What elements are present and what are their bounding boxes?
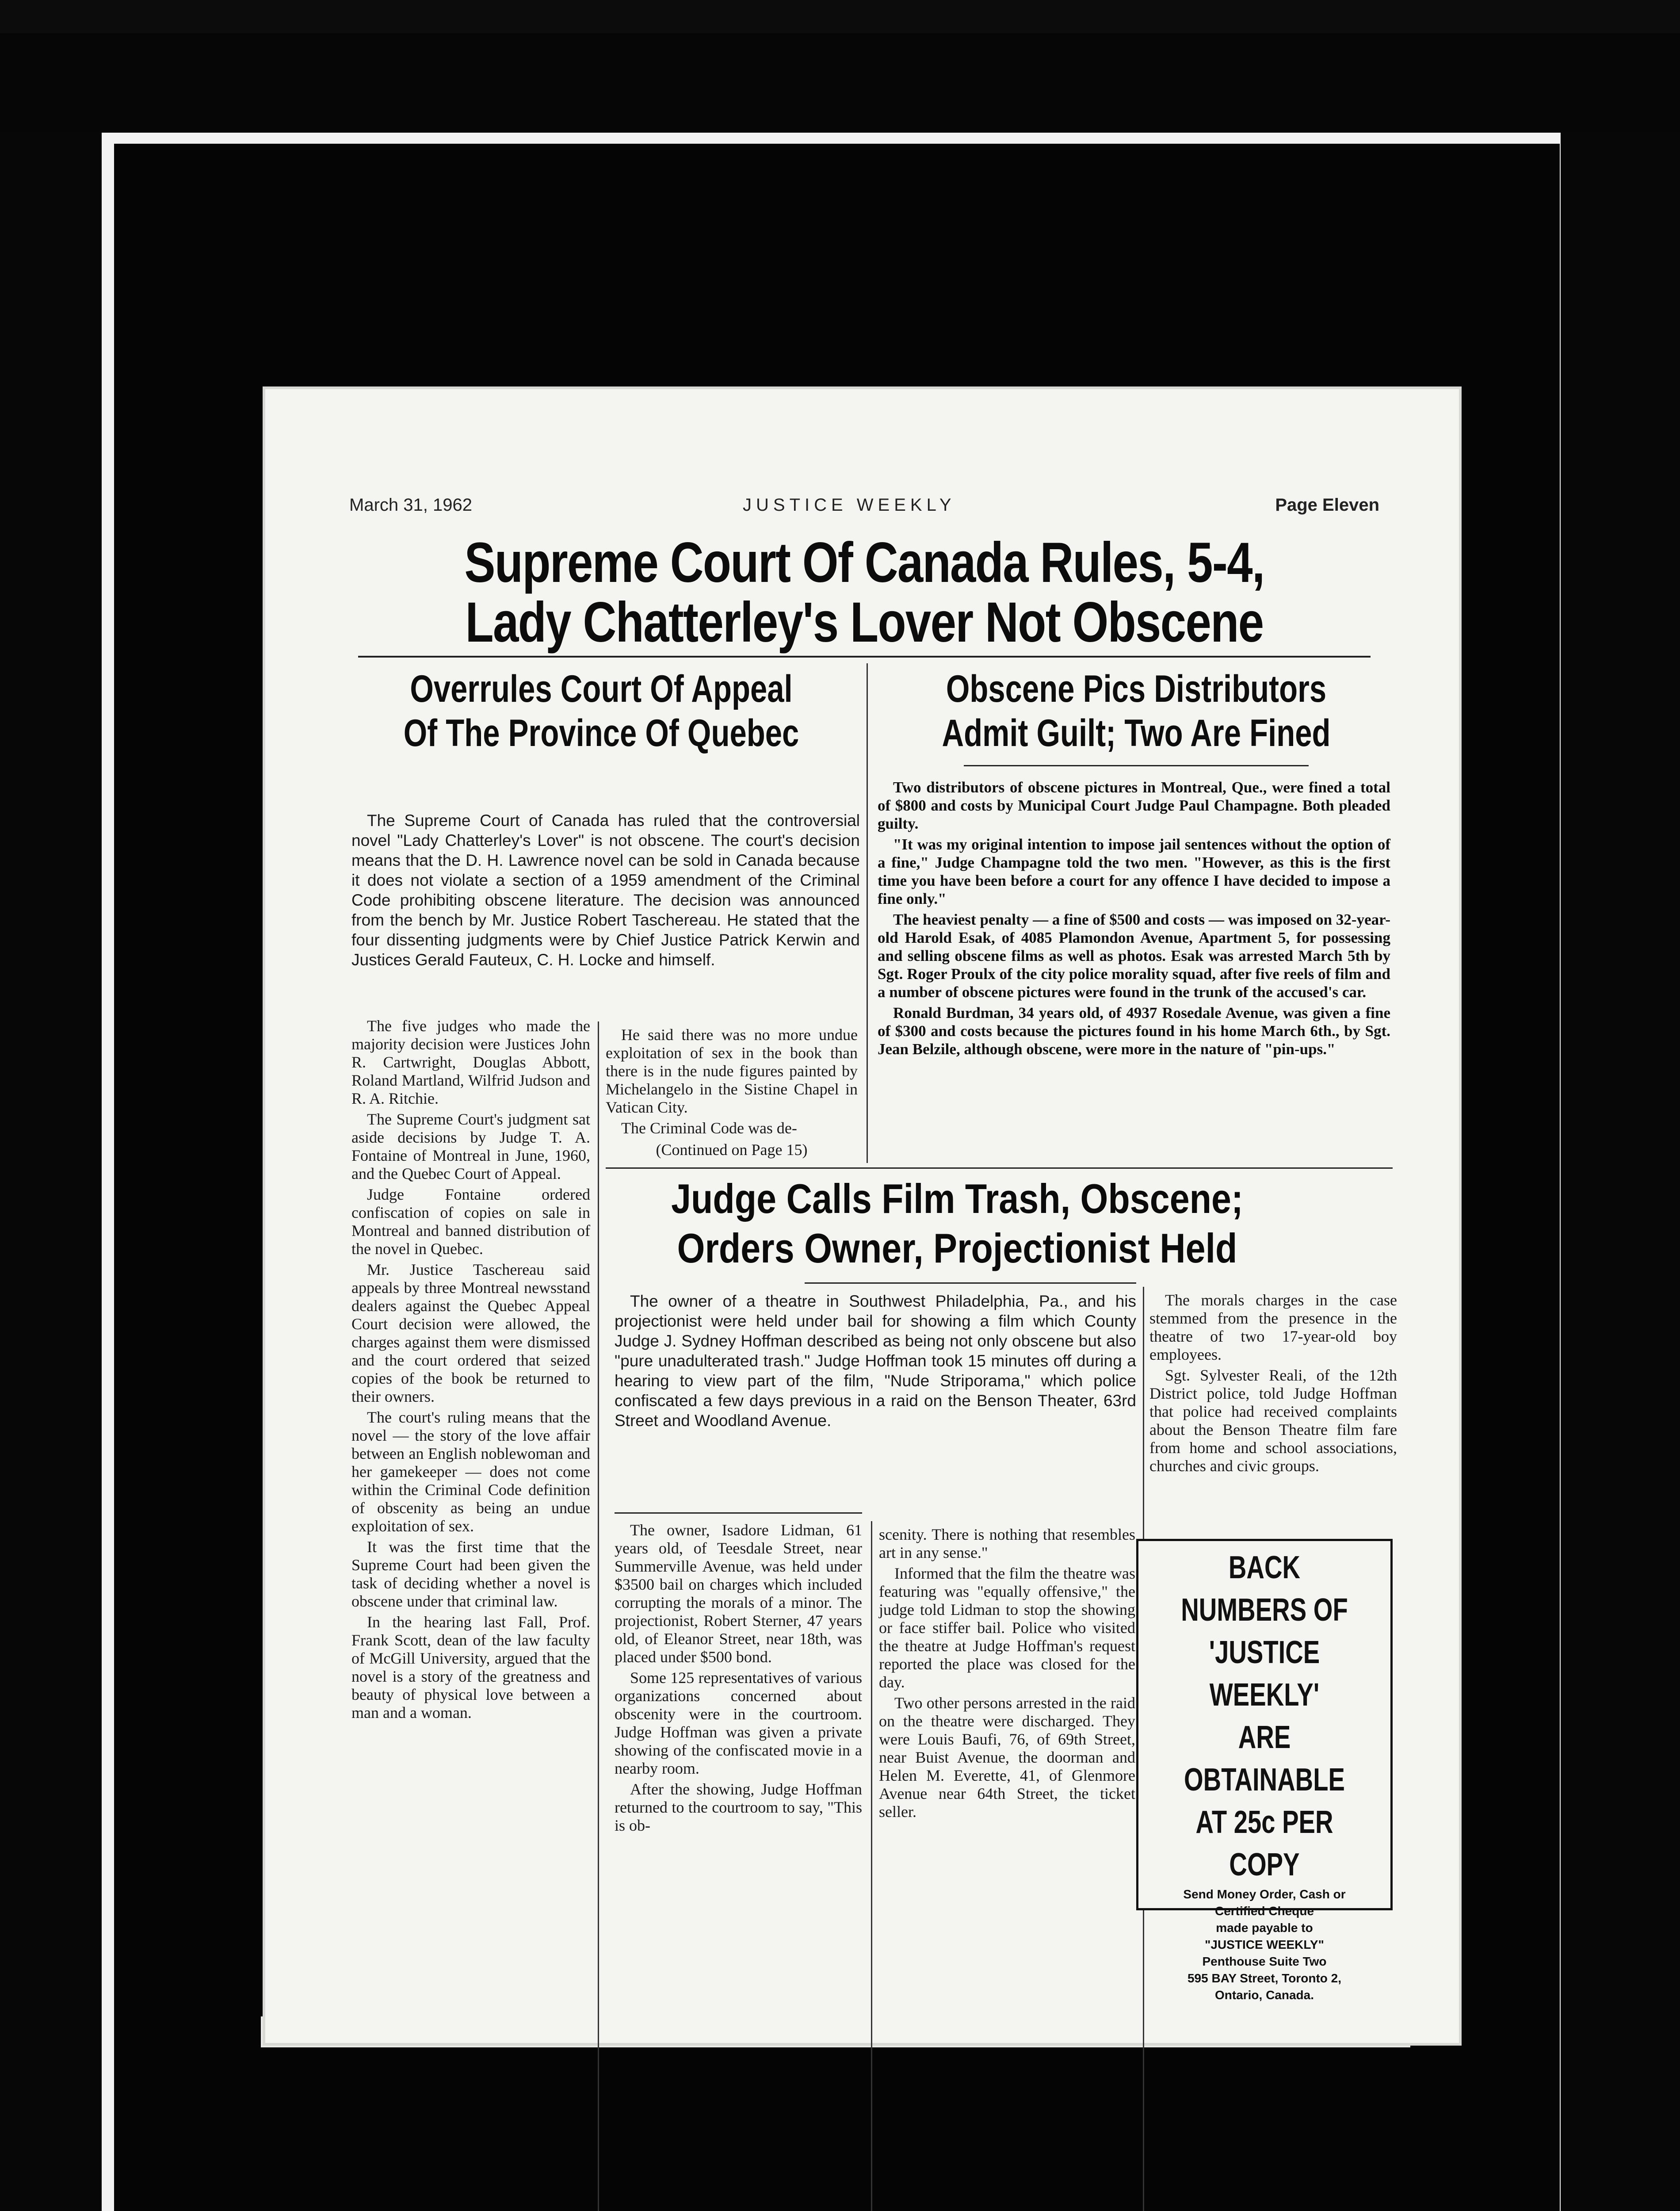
story3-head-rule xyxy=(805,1282,1136,1284)
ad-small-3: made payable to xyxy=(1216,1921,1313,1935)
story2-body xyxy=(878,778,1390,1061)
story1-c1-p3: Judge Fontaine ordered confiscation of copies on sale in Montreal and banned distribution of the novel in Quebec. xyxy=(351,1186,590,1258)
story3-b-p3: Two other persons arrested in the raid on the theatre were discharged. They were Louis Baufi, 76, of 69th Street, near Buist Avenue, the doorman and Helen M. Everette, 41, of Glenmore Avenue near 64th Street, the ticket seller. xyxy=(879,1694,1135,1821)
story3-right-p2: Sgt. Sylvester Reali, of the 12th District police, told Judge Hoffman that police had received complaints about the Benson Theatre film fare from home and school associations, churches and civic groups. xyxy=(1149,1366,1397,1475)
story2-p2: "It was my original intention to impose jail sentences without the option of a fine," Judge Champagne told the two men. "However, as this is the first time you have been before a court for any offence I have decided to impose a fine only." xyxy=(878,836,1390,907)
ad-small-6: 595 BAY Street, Toronto 2, xyxy=(1187,1971,1342,1985)
story3-head-line-1: Judge Calls Film Trash, Obscene; xyxy=(671,1175,1243,1222)
film-border-top xyxy=(0,33,1680,133)
headline-line-2: Lady Chatterley's Lover Not Obscene xyxy=(465,591,1264,654)
story3-b-p2: Informed that the film the theatre was featuring was "equally offensive," the judge told Lidman to stop the showing or face stiffer bail. Police who visited the theatre at Judge Hoffman's request reported the place was closed for the day. xyxy=(879,1565,1135,1691)
story2-subhead-rule xyxy=(964,765,1309,766)
story3-lead-paragraph: The owner of a theatre in Southwest Philadelphia, Pa., and his projectionist were held under bail for showing a film which County Judge J. Sydney Hoffman described as being not only obscene but also "pure unadulterated trash." Judge Hoffman took 15 minutes off during a hearing to view part of the film, "Nude Striporama," which police confiscated a few days previous in a raid on the Benson Theater, 63rd Street and Woodland Avenue. xyxy=(615,1292,1136,1430)
ad-small-7: Ontario, Canada. xyxy=(1214,1988,1314,2002)
story1-c1-p5: The court's ruling means that the novel — the story of the love affair between an English noblewoman and her gamekeeper — does not come within the Criminal Code definition of obscenity as being an undue exploitation of sex. xyxy=(351,1408,590,1535)
ad-small-4: "JUSTICE WEEKLY" xyxy=(1205,1938,1324,1951)
masthead xyxy=(349,495,1379,522)
story1-c1-p2: The Supreme Court's judgment sat aside decisions by Judge T. A. Fontaine of Montreal in June, 1960, and the Quebec Court of Appeal. xyxy=(351,1110,590,1182)
story2-subhead-line-2: Admit Guilt; Two Are Fined xyxy=(942,712,1331,754)
story3-headline xyxy=(575,1174,1340,1273)
story1-lead-paragraph: The Supreme Court of Canada has ruled that the controversial novel "Lady Chatterley's Lover" is not obscene. The court's decision means that the D. H. Lawrence novel can be sold in Canada because it does not violate a section of a 1959 amendment of the Criminal Code prohibiting obscene literature. The decision was announced from the bench by Mr. Justice Robert Taschereau. He stated that the four dissenting judgments were by Chief Justice Patrick Kerwin and Justices Gerald Fauteux, C. H. Locke and himself. xyxy=(351,811,860,969)
film-top-strip xyxy=(0,0,1680,33)
film-border-right xyxy=(1561,133,1680,2211)
story3-head-line-2: Orders Owner, Projectionist Held xyxy=(677,1225,1237,1271)
story2-subhead-line-1: Obscene Pics Distributors xyxy=(946,668,1327,710)
ad-small-2: Certified Cheque xyxy=(1214,1904,1314,1918)
story3-column-b xyxy=(879,1526,1135,1824)
story3-a-p3: After the showing, Judge Hoffman returned to the courtroom to say, "This is ob- xyxy=(615,1780,862,1834)
story2-bottom-rule xyxy=(606,1167,1393,1169)
headline-rule xyxy=(358,656,1371,658)
story3-lead xyxy=(615,1291,1136,1433)
story1-subhead xyxy=(382,667,821,755)
film-border-left xyxy=(0,133,102,2211)
story2-p4: Ronald Burdman, 34 years old, of 4937 Rosedale Avenue, was given a fine of $300 and costs because the pictures found in his home March 6th., by Sgt. Jean Belzile, although obscene, were more in the nature of "pin-ups." xyxy=(878,1004,1390,1058)
ad-small-5: Penthouse Suite Two xyxy=(1202,1955,1327,1968)
story3-right-column xyxy=(1149,1291,1397,1478)
story1-column-2 xyxy=(606,1026,858,1162)
story2-subhead xyxy=(924,667,1348,755)
story1-c2-p2: The Criminal Code was de- xyxy=(621,1119,797,1137)
back-numbers-ad xyxy=(1136,1539,1393,2002)
story1-continued: (Continued on Page 15) xyxy=(656,1141,808,1159)
ad-line-2: 'JUSTICE WEEKLY' xyxy=(1209,1635,1320,1713)
main-headline xyxy=(442,533,1287,652)
masthead-paper-name: JUSTICE WEEKLY xyxy=(743,495,956,515)
masthead-date: March 31, 1962 xyxy=(349,495,472,515)
story3-a-p2: Some 125 representatives of various organizations concerned about obscenity were in the courtroom. Judge Hoffman was given a private showing of the confiscated movie in a nearby room. xyxy=(615,1669,862,1777)
ad-line-3: ARE OBTAINABLE xyxy=(1184,1720,1345,1798)
masthead-page-number: Page Eleven xyxy=(1275,495,1379,515)
story1-column-1 xyxy=(351,1017,590,1725)
story2-p1: Two distributors of obscene pictures in Montreal, Que., were fined a total of $800 and costs by Municipal Court Judge Paul Champagne. Both pleaded guilty. xyxy=(878,779,1390,832)
story2-p3: The heaviest penalty — a fine of $500 and costs — was imposed on 32-year-old Harold Esak, of 4085 Plamondon Avenue, Apartment 5, for possessing and selling obscene films as well as photos. Esak was arrested March 5th by Sgt. Roger Proulx of the city police morality squad, after five reels of film and a number of obscene pictures were found in the trunk of the accused's car. xyxy=(878,911,1390,1001)
story1-c2-p1: He said there was no more undue exploitation of sex in the book than there is in the nude figures painted by Michelangelo in the Sistine Chapel in Vatican City. xyxy=(606,1026,858,1116)
story3-column-a xyxy=(615,1521,862,1837)
story1-c1-p4: Mr. Justice Taschereau said appeals by three Montreal newsstand dealers against the Quebec Appeal Court decision were allowed, the charges against them were dismissed and the court ordered that seized copies of the book be returned to their owners. xyxy=(351,1261,590,1405)
ad-line-1: BACK NUMBERS OF xyxy=(1181,1550,1348,1628)
headline-line-1: Supreme Court Of Canada Rules, 5-4, xyxy=(464,531,1264,594)
ad-details xyxy=(1138,1886,1390,2004)
story3-a-p1: The owner, Isadore Lidman, 61 years old, of Teesdale Street, near Summerville Avenue, was held under $3500 bail on charges which included corrupting the morals of a minor. The projectionist, Robert Sterner, 47 years old, of Eleanor Street, near 18th, was placed under $500 bond. xyxy=(615,1521,862,1666)
story1-c1-p7: In the hearing last Fall, Prof. Frank Scott, dean of the law faculty of McGill University, argued that the novel is a story of the greatness and beauty of physical love between a man and a woman. xyxy=(351,1613,590,1721)
story3-right-p1: The morals charges in the case stemmed from the presence in the theatre of two 17-year-old boy employees. xyxy=(1149,1291,1397,1363)
story1-lead xyxy=(351,811,860,972)
story1-subhead-line-2: Of The Province Of Quebec xyxy=(403,712,799,754)
story1-c1-p1: The five judges who made the majority decision were Justices John R. Cartwright, Douglas Abbott, Roland Martland, Wilfrid Judson and R. A. Ritchie. xyxy=(351,1017,590,1107)
ad-heading xyxy=(1166,1546,1363,1886)
story3-lead-rule xyxy=(615,1512,862,1514)
ad-line-4: AT 25c PER COPY xyxy=(1195,1805,1333,1882)
ad-small-1: Send Money Order, Cash or xyxy=(1183,1887,1346,1901)
story-divider-vertical xyxy=(867,663,868,1163)
story1-c1-p6: It was the first time that the Supreme Court had been given the task of deciding whether a novel is obscene under that criminal law. xyxy=(351,1538,590,1610)
column-divider-3 xyxy=(871,1521,872,2211)
story3-b-p1: scenity. There is nothing that resembles art in any sense." xyxy=(879,1526,1135,1561)
story1-subhead-line-1: Overrules Court Of Appeal xyxy=(410,668,793,710)
